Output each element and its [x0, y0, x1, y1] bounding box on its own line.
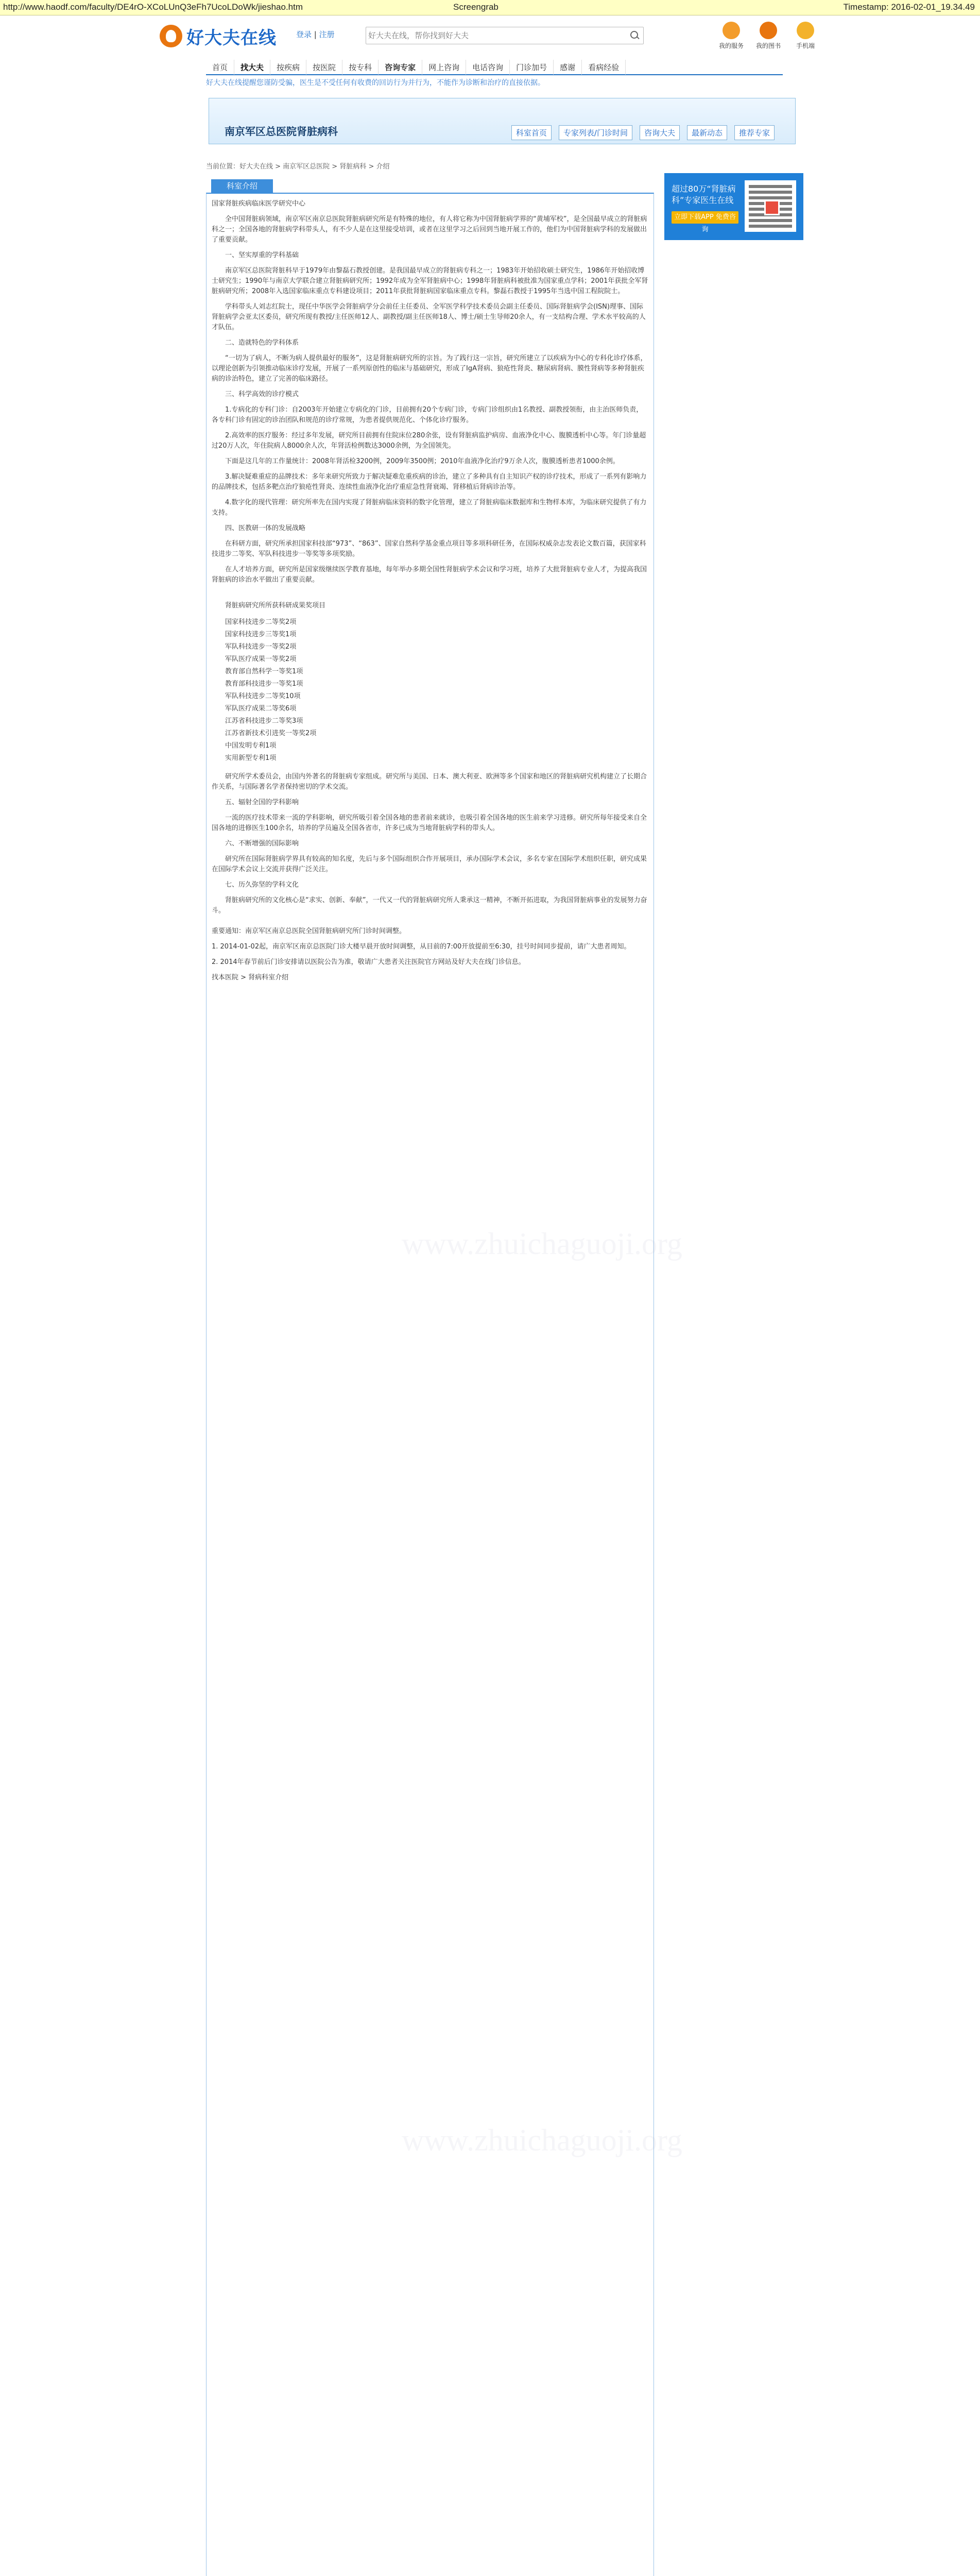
login-links — [296, 29, 335, 40]
login-separator: | — [314, 30, 317, 39]
award-item: 军队医疗成果二等奖6项 — [225, 705, 297, 713]
department-banner — [209, 98, 796, 144]
tab-latest-news[interactable]: 最新动态 — [687, 125, 727, 140]
site-header — [160, 15, 824, 58]
article-heading: 六、不断增强的国际影响 — [225, 840, 299, 848]
archive-url: http://www.haodf.com/faculty/DE4rO-XCoLUnQ3eFh7UcoLDoWk/jieshao.htm — [3, 2, 303, 12]
bottom-link[interactable]: 找本医院 > 肾病科室介绍 — [212, 974, 289, 981]
nav-by-hospital[interactable]: 按医院 — [306, 60, 342, 75]
tab-dept-home[interactable]: 科室首页 — [511, 125, 552, 140]
section-tab-intro: 科室介绍 — [211, 179, 273, 193]
my-books-button[interactable] — [753, 22, 784, 50]
department-title: 南京军区总医院肾脏病科 — [225, 125, 338, 138]
promo-text: 超过80万“肾脏病科”专家医生在线 — [672, 184, 736, 205]
department-intro-box — [206, 193, 654, 2576]
article-heading: 三、科学高效的诊疗模式 — [225, 391, 299, 398]
nav-by-disease[interactable]: 按疾病 — [270, 60, 306, 75]
tab-expert-list[interactable]: 专家列表/门诊时间 — [559, 125, 632, 140]
my-service-button[interactable] — [716, 22, 747, 50]
archive-timestamp: Timestamp: 2016-02-01_19.34.49 — [843, 2, 975, 12]
article-heading: 七、历久弥坚的学科文化 — [225, 881, 299, 889]
article-paragraph: 肾脏病研究所的文化核心是“求实、创新、奉献”，一代又一代的肾脏病研究所人秉承这一精神，不断开拓进取，为我国肾脏病事业的发展努力奋斗。 — [212, 896, 647, 914]
award-item: 实用新型专利1项 — [225, 754, 277, 762]
nav-by-specialty[interactable]: 按专科 — [342, 60, 379, 75]
notice-title: 重要通知：南京军区南京总医院全国肾脏病研究所门诊时间调整。 — [212, 927, 406, 935]
award-item: 江苏省新技术引进奖一等奖2项 — [225, 730, 317, 737]
award-item: 教育部科技进步一等奖1项 — [225, 680, 303, 688]
my-service-label: 我的服务 — [718, 42, 744, 49]
article-heading: 四、医教研一体的发展战略 — [225, 524, 306, 532]
watermark: www.zhuichaguoji.org — [402, 1227, 682, 1261]
article-paragraph: 全中国肾脏病领域，南京军区南京总医院肾脏病研究所是有特殊的地位，有人将它称为中国肾脏病学界的“黄埔军校”，是全国最早成立的肾脏病科之一；全国各地的肾脏病学科带头人，有不少人是在这里接受培训，或者在这里学习之后回到当地开展工作的，他们为中国肾脏病学科的发展做出了重要贡献。 — [212, 215, 647, 244]
nav-home[interactable]: 首页 — [206, 60, 234, 75]
award-item: 国家科技进步二等奖2项 — [225, 618, 297, 626]
mobile-button[interactable] — [790, 22, 821, 50]
article-heading: 一、坚实厚重的学科基础 — [225, 251, 299, 259]
header-icons — [716, 22, 829, 53]
article-paragraph: 一流的医疗技术带来一流的学科影响，研究所吸引着全国各地的患者前来就诊，也吸引着全国各地的医生前来学习进修。研究所每年接受来自全国各地的进修医生100余名，培养的学员遍及全国各省市，许多已成为当地肾脏病学科的带头人。 — [212, 814, 647, 832]
mobile-label: 手机端 — [796, 42, 815, 49]
article-paragraph: 学科带头人刘志红院士，现任中华医学会肾脏病学分会前任主任委员、全军医学科学技术委员会副主任委员、国际肾脏病学会(ISN)理事、国际肾脏病学会亚太区委员，研究所现有教授/主任医师12人、副教授/副主任医师18人、博士/硕士生导师20余人，有一支结构合理、学术水平较高的人才队伍。 — [212, 303, 646, 331]
article-paragraph: 3.解决疑难重症的品牌技术：多年来研究所致力于解决疑难危重疾病的诊治，建立了多种具有自主知识产权的诊疗技术，形成了一系列有影响力的品牌技术，包括多靶点治疗狼疮性肾炎、连续性血液净化治疗重症急性肾衰竭、肾移植后肾病诊治等。 — [212, 473, 647, 491]
article-heading: 五、辐射全国的学科影响 — [225, 799, 299, 806]
notice-item: 2. 2014年春节前后门诊安排请以医院公告为准，敬请广大患者关注医院官方网站及好大夫在线门诊信息。 — [212, 958, 525, 966]
award-item: 军队科技进步一等奖2项 — [225, 643, 297, 651]
app-promo — [664, 173, 803, 240]
awards-title: 肾脏病研究所所获科研成果奖项目 — [225, 602, 326, 609]
site-logo[interactable] — [160, 22, 294, 53]
doctor-logo-icon — [160, 25, 182, 47]
watermark: www.zhuichaguoji.org — [402, 2123, 682, 2157]
archive-label: Screengrab — [453, 2, 498, 12]
article-paragraph: 南京军区总医院肾脏科早于1979年由黎磊石教授创建。是我国最早成立的肾脏病专科之一；1983年开始招收硕士研究生，1986年开始招收博士研究生；1990年与南京大学联合建立肾脏病研究所；1992年成为全军肾脏病中心；1998年肾脏病科被批准为国家重点学科；2001年获批全军肾脏病研究所；2008年入选国家临床重点专科建设项目；2011年获批肾脏病国家临床重点专科。黎磊石教授于1995年当选中国工程院院士。 — [212, 267, 648, 295]
award-item: 中国发明专利1项 — [225, 742, 277, 750]
award-item: 军队医疗成果一等奖2项 — [225, 655, 297, 663]
award-item: 国家科技进步三等奖1项 — [225, 631, 297, 638]
award-item: 军队科技进步二等奖10项 — [225, 692, 301, 700]
service-icon — [723, 22, 740, 39]
qr-code-icon — [745, 180, 796, 232]
logo-text: 好大夫在线 — [186, 28, 277, 48]
nav-phone-consult[interactable]: 电话咨询 — [466, 60, 510, 75]
search-box — [366, 27, 644, 44]
article-paragraph: 2.高效率的医疗服务：经过多年发展，研究所目前拥有住院床位280余张，设有肾脏病监护病房、血液净化中心、腹膜透析中心等。年门诊量超过20万人次，年住院病人8000余人次，年肾活检例数达3000余例，为全国领先。 — [212, 432, 646, 450]
article-paragraph: 1.专病化的专科门诊：自2003年开始建立专病化的门诊，目前拥有20个专病门诊，专病门诊组织由1名教授、副教授领衔，由主治医师负责，各专科门诊有固定的诊治团队和规范的诊疗常规，为患者提供规范化、个体化诊疗服务。 — [212, 406, 643, 424]
nav-appointment[interactable]: 门诊加号 — [510, 60, 554, 75]
award-item: 教育部自然科学一等奖1项 — [225, 668, 303, 675]
tab-consult-doctor[interactable]: 咨询大夫 — [640, 125, 680, 140]
mobile-icon — [797, 22, 814, 39]
department-tabs — [504, 125, 775, 140]
article-paragraph: 研究所在国际肾脏病学界具有较高的知名度，先后与多个国际组织合作开展项目，承办国际学术会议，多名专家在国际学术组织任职，研究成果在国际学术会议上交流并获得广泛关注。 — [212, 855, 647, 873]
article-paragraph: “一切为了病人，不断为病人提供最好的服务”，这是肾脏病研究所的宗旨。为了践行这一宗旨，研究所建立了以疾病为中心的专科化诊疗体系，以理论创新为引领推动临床诊疗发展，开展了一系列原创性的临床与基础研究，形成了IgA肾病、狼疮性肾炎、糖尿病肾病、膜性肾病等多种肾脏疾病的诊治特色，建立了完善的临床路径。 — [212, 354, 647, 383]
search-icon[interactable] — [628, 29, 641, 42]
awards-list — [225, 616, 648, 765]
nav-thanks[interactable]: 感谢 — [554, 60, 582, 75]
award-item: 江苏省科技进步二等奖3项 — [225, 717, 303, 725]
article-intro: 国家肾脏疾病临床医学研究中心 — [212, 200, 306, 208]
breadcrumb: 当前位置：好大夫在线 > 南京军区总医院 > 肾脏病科 > 介绍 — [206, 163, 390, 171]
article-body — [212, 199, 648, 988]
article-paragraph: 在科研方面，研究所承担国家科技部“973”、“863”、国家自然科学基金重点项目等多项科研任务，在国际权威杂志发表论文数百篇，获国家科技进步二等奖、军队科技进步一等奖等多项奖励。 — [212, 540, 646, 558]
login-link[interactable]: 登录 — [296, 30, 312, 39]
article-heading: 二、造就特色的学科体系 — [225, 339, 299, 347]
notice-item: 1. 2014-01-02起，南京军区南京总医院门诊大楼早晨开放时间调整，从目前的7:00开放提前至6:30，挂号时间同步提前，请广大患者周知。 — [212, 943, 631, 951]
search-input[interactable] — [368, 29, 610, 42]
archive-bar — [0, 0, 980, 15]
main-nav — [206, 60, 783, 75]
nav-online-consult[interactable]: 网上咨询 — [422, 60, 466, 75]
article-paragraph: 在人才培养方面，研究所是国家级继续医学教育基地，每年举办多期全国性肾脏病学术会议和学习班，培养了大批肾脏病专业人才，为提高我国肾脏病的诊治水平做出了重要贡献。 — [212, 566, 647, 584]
nav-experience[interactable]: 看病经验 — [582, 60, 626, 75]
register-link[interactable]: 注册 — [319, 30, 335, 39]
article-paragraph: 下面是这几年的工作量统计：2008年肾活检3200例，2009年3500例；2010年血液净化治疗9万余人次，腹膜透析患者1000余例。 — [225, 457, 620, 465]
nav-consult-expert[interactable]: 咨询专家 — [379, 60, 422, 75]
article-paragraph: 4.数字化的现代管理：研究所率先在国内实现了肾脏病临床资料的数字化管理，建立了肾脏病临床数据库和生物样本库，为临床研究提供了有力支持。 — [212, 499, 647, 517]
my-books-label: 我的图书 — [755, 42, 781, 49]
books-icon — [760, 22, 777, 39]
article-paragraph: 研究所学术委员会，由国内外著名的肾脏病专家组成。研究所与美国、日本、澳大利亚、欧洲等多个国家和地区的肾脏病研究机构建立了长期合作关系，与国际著名学者保持密切的学术交流。 — [212, 773, 647, 791]
nav-find-doctor[interactable]: 找大夫 — [234, 60, 270, 75]
warning-tip: 好大夫在线提醒您谨防受骗，医生是不受任何有收费的回访行为并行为，不能作为诊断和治疗的直接依据。 — [206, 79, 545, 87]
tab-recommended-experts[interactable]: 推荐专家 — [734, 125, 775, 140]
download-app-button[interactable]: 立即下载APP 免费咨询 — [672, 211, 738, 224]
